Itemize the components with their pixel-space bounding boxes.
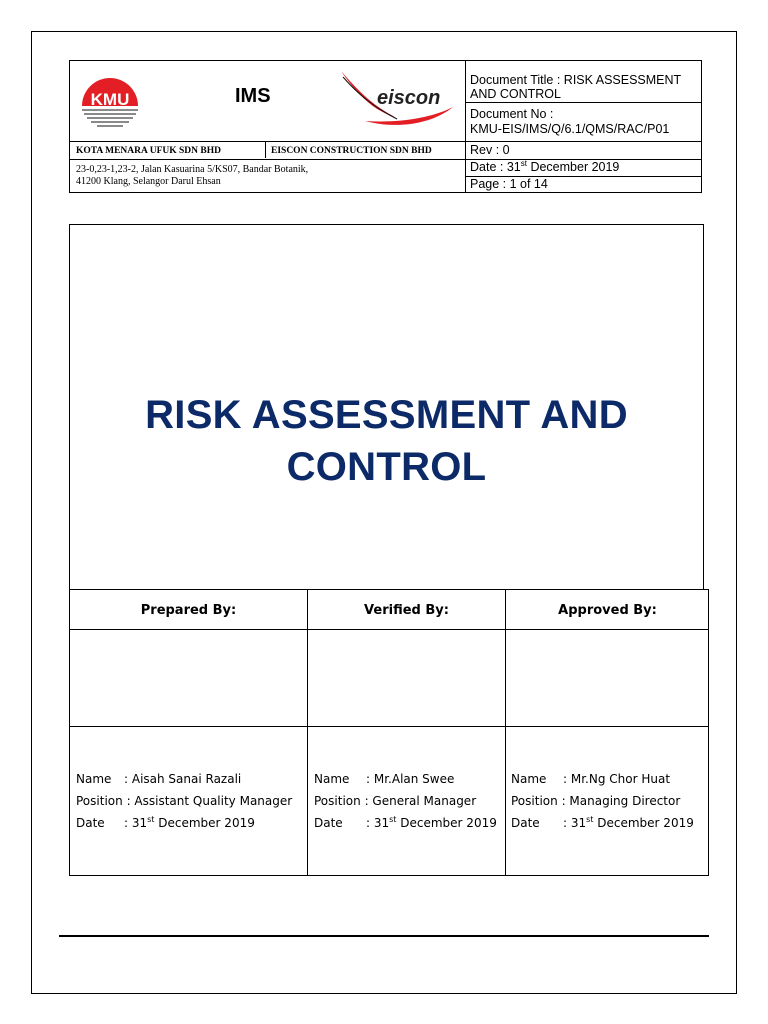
address-line-2: 41200 Klang, Selangor Darul Ehsan (76, 176, 221, 187)
verified-by-position: Position : General Manager (314, 794, 477, 808)
header-divider (265, 141, 266, 158)
approved-by-name: Name : Mr.Ng Chor Huat (511, 772, 671, 786)
approval-table (69, 589, 709, 876)
revision: Rev : 0 (470, 143, 510, 157)
prepared-by-name: Name : Aisah Sanai Razali (76, 772, 242, 786)
company-left: KOTA MENARA UFUK SDN BHD (76, 146, 221, 156)
document-title (70, 389, 703, 493)
document-title-line-1: RISK ASSESSMENT AND (145, 393, 628, 437)
eiscon-logo-text: eiscon (377, 87, 441, 109)
eiscon-logo (335, 67, 460, 133)
approval-divider (70, 726, 708, 727)
header-divider (465, 61, 466, 192)
address-line-1: 23-0,23-1,23-2, Jalan Kasuarina 5/KS07, Bandar Botanik, (76, 164, 309, 175)
approved-by-heading: Approved By: (558, 602, 657, 618)
document-header-table (69, 60, 702, 193)
approved-by-date: Date : 31st December 2019 (511, 815, 694, 830)
company-right: EISCON CONSTRUCTION SDN BHD (271, 146, 432, 156)
doc-number-value: KMU-EIS/IMS/Q/6.1/QMS/RAC/P01 (470, 122, 670, 136)
header-divider (70, 141, 465, 142)
system-label: IMS (235, 85, 271, 107)
prepared-by-heading: Prepared By: (140, 602, 237, 618)
kmu-logo (78, 75, 142, 133)
doc-number-label: Document No : (470, 107, 554, 121)
page-number: Page : 1 of 14 (470, 177, 548, 191)
kmu-logo-text: KMU (90, 90, 130, 109)
verified-by-signature-area (308, 630, 505, 726)
issue-date: Date : 31st December 2019 (470, 158, 620, 174)
header-divider (70, 159, 465, 160)
document-title-line-2: CONTROL (286, 445, 487, 489)
approved-by-position: Position : Managing Director (511, 794, 681, 808)
header-divider (465, 141, 701, 142)
doc-title-label: Document Title : RISK ASSESSMENT (470, 73, 682, 87)
footer-rule (59, 935, 709, 937)
header-divider (465, 102, 701, 103)
verified-by-date: Date : 31st December 2019 (314, 815, 497, 830)
verified-by-heading: Verified By: (364, 602, 449, 618)
verified-by-name: Name : Mr.Alan Swee (314, 772, 455, 786)
approved-by-signature-area (506, 630, 709, 726)
prepared-by-date: Date : 31st December 2019 (76, 815, 255, 830)
prepared-by-signature-area (70, 630, 307, 726)
doc-title-label-cont: AND CONTROL (470, 87, 561, 101)
prepared-by-position: Position : Assistant Quality Manager (76, 794, 293, 808)
title-box (69, 224, 704, 590)
